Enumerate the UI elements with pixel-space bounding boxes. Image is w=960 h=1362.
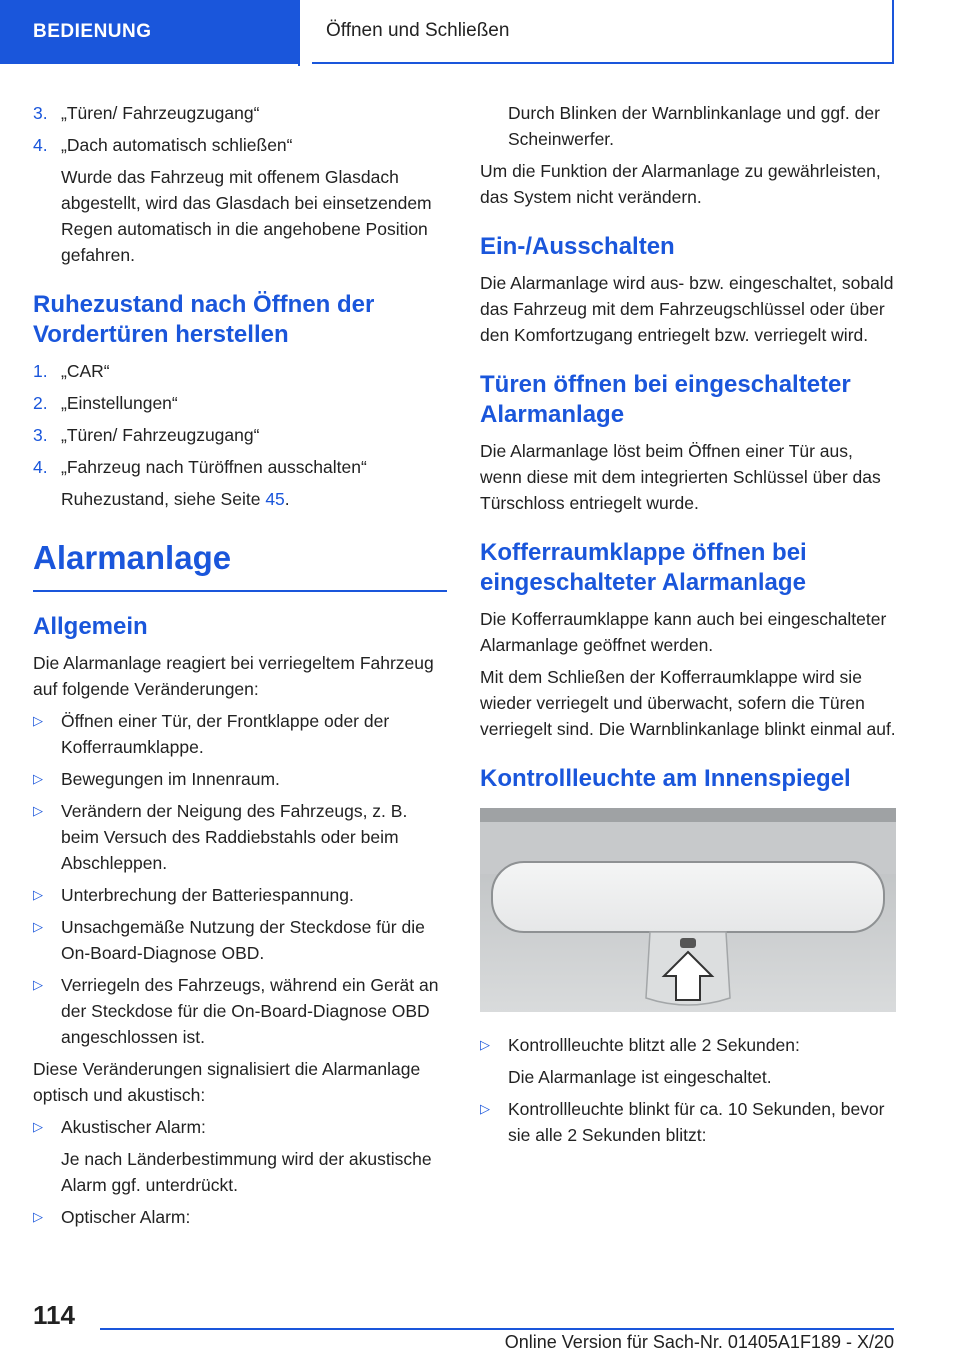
bullet-item (33, 1204, 447, 1230)
triangle-bullet-icon: ▷ (33, 713, 43, 728)
list-text: „Türen/ Fahrzeugzugang“ (61, 425, 260, 445)
left-column (33, 100, 447, 1236)
page-number: 114 (33, 1300, 75, 1330)
chapter-header (312, 0, 894, 64)
list-text: „Fahrzeug nach Türöffnen ausschalten“ (61, 457, 367, 477)
section-tab[interactable] (0, 0, 298, 64)
triangle-bullet-icon: ▷ (33, 1209, 43, 1224)
heading-ruhezustand: Ruhezustand nach Öffnen der Vordertüren herstellen (33, 291, 375, 348)
footer-rule (100, 1328, 894, 1330)
triangle-bullet-icon: ▷ (33, 887, 43, 902)
heading-tueren-oeffnen: Türen öffnen bei eingeschalteter Alarmanlage (480, 371, 851, 428)
bullet-text: Kontrollleuchte blinkt für ca. 10 Sekunden, bevor sie alle 2 Sekunden blitzt: (508, 1099, 885, 1145)
list-text: „Türen/ Fahrzeugzugang“ (61, 103, 260, 123)
list-item (33, 100, 447, 126)
section-label: BEDIENUNG (33, 21, 152, 42)
note-text: Ruhezustand, siehe Seite (61, 489, 266, 509)
bullet-text: Öffnen einer Tür, der Frontklappe oder der Kofferraumklappe. (61, 711, 390, 757)
bullet-item (480, 1096, 896, 1148)
list-item (33, 454, 447, 480)
mirror-glass (492, 862, 884, 932)
triangle-bullet-icon: ▷ (33, 977, 43, 992)
bullet-item (33, 1114, 447, 1140)
bullet-text: Unterbrechung der Batteriespannung. (61, 885, 354, 905)
paragraph: Die Alarmanlage löst beim Öffnen einer Tür aus, wenn diese mit dem integrierten Schlüssel über das Türschloss entriegelt wurde. (480, 441, 881, 513)
note-suffix: . (284, 489, 290, 509)
bullet-text: Optischer Alarm: (61, 1207, 191, 1227)
list-number: 1. (33, 361, 48, 381)
list-number: 4. (33, 457, 48, 477)
list-note (33, 486, 447, 512)
bullet-item (33, 708, 447, 760)
triangle-bullet-icon: ▷ (480, 1101, 490, 1116)
bullet-item (33, 972, 447, 1050)
indicator-light (680, 938, 696, 948)
heading-ein-ausschalten: Ein-/Ausschalten (480, 233, 675, 260)
list-number: 4. (33, 135, 48, 155)
bullet-note: Die Alarmanlage ist eingeschaltet. (508, 1067, 772, 1087)
triangle-bullet-icon: ▷ (33, 771, 43, 786)
paragraph: Um die Funktion der Alarmanlage zu gewährleisten, das System nicht verändern. (480, 161, 881, 207)
bullet-item (480, 1032, 896, 1058)
paragraph: Die Alarmanlage reagiert bei verriegeltem Fahrzeug auf folgende Veränderungen: (33, 653, 434, 699)
heading-kofferraumklappe: Kofferraumklappe öffnen bei eingeschalteter Alarmanlage (480, 539, 807, 596)
bullet-text: Verändern der Neigung des Fahrzeugs, z. B. beim Versuch des Raddiebstahls oder beim Abschleppen. (61, 801, 408, 873)
bullet-text: Kontrollleuchte blitzt alle 2 Sekunden: (508, 1035, 800, 1055)
list-item (33, 390, 447, 416)
header-divider (298, 0, 300, 66)
triangle-bullet-icon: ▷ (33, 1119, 43, 1134)
right-column (480, 100, 896, 1154)
bullet-note: Durch Blinken der Warnblinkanlage und ggf. der Scheinwerfer. (508, 103, 880, 149)
bullet-item (33, 914, 447, 966)
list-item (33, 358, 447, 384)
chapter-heading-alarmanlage: Alarmanlage (33, 538, 447, 592)
list-item (33, 422, 447, 448)
bullet-text: Unsachgemäße Nutzung der Steckdose für die On-Board-Diagnose OBD. (61, 917, 425, 963)
footer-text: Online Version für Sach-Nr. 01405A1F189 - X/20 (504, 1332, 894, 1352)
bullet-item (33, 766, 447, 792)
page-link[interactable]: 45 (265, 489, 285, 509)
bullet-text: Akustischer Alarm: (61, 1117, 206, 1137)
list-text: „CAR“ (61, 361, 110, 381)
headliner-edge (480, 808, 896, 822)
paragraph: Mit dem Schließen der Kofferraumklappe wird sie wieder verriegelt und überwacht, sofern die Türen verriegelt sind. Die Warnblinkanlage blinkt einmal auf. (480, 667, 896, 739)
list-text: „Dach automatisch schließen“ (61, 135, 293, 155)
bullet-item (33, 882, 447, 908)
list-note: Wurde das Fahrzeug mit offenem Glasdach abgestellt, wird das Glasdach bei einsetzendem Regen automatisch in die angehobene Position gefahren. (61, 167, 432, 265)
paragraph: Die Kofferraumklappe kann auch bei eingeschalteter Alarmanlage geöffnet werden. (480, 609, 887, 655)
heading-allgemein: Allgemein (33, 613, 148, 640)
triangle-bullet-icon: ▷ (33, 919, 43, 934)
list-number: 2. (33, 393, 48, 413)
heading-kontrollleuchte: Kontrollleuchte am Innenspiegel (480, 765, 851, 792)
triangle-bullet-icon: ▷ (480, 1037, 490, 1052)
mirror-figure (480, 808, 896, 1012)
list-item (33, 132, 447, 158)
bullet-note: Je nach Länderbestimmung wird der akustische Alarm ggf. unterdrückt. (61, 1149, 432, 1195)
paragraph: Diese Veränderungen signalisiert die Alarmanlage optisch und akustisch: (33, 1059, 421, 1105)
bullet-text: Bewegungen im Innenraum. (61, 769, 280, 789)
list-text: „Einstellungen“ (61, 393, 178, 413)
bullet-item (33, 798, 447, 876)
list-number: 3. (33, 425, 48, 445)
triangle-bullet-icon: ▷ (33, 803, 43, 818)
bullet-text: Verriegeln des Fahrzeugs, während ein Gerät an der Steckdose für die On-Board-Diagnose OBD angeschlossen ist. (61, 975, 439, 1047)
list-number: 3. (33, 103, 48, 123)
paragraph: Die Alarmanlage wird aus- bzw. eingeschaltet, sobald das Fahrzeug mit dem Fahrzeugschlüssel oder über den Komfortzugang entriegelt bzw. verriegelt wird. (480, 273, 894, 345)
chapter-title: Öffnen und Schließen (326, 20, 510, 41)
